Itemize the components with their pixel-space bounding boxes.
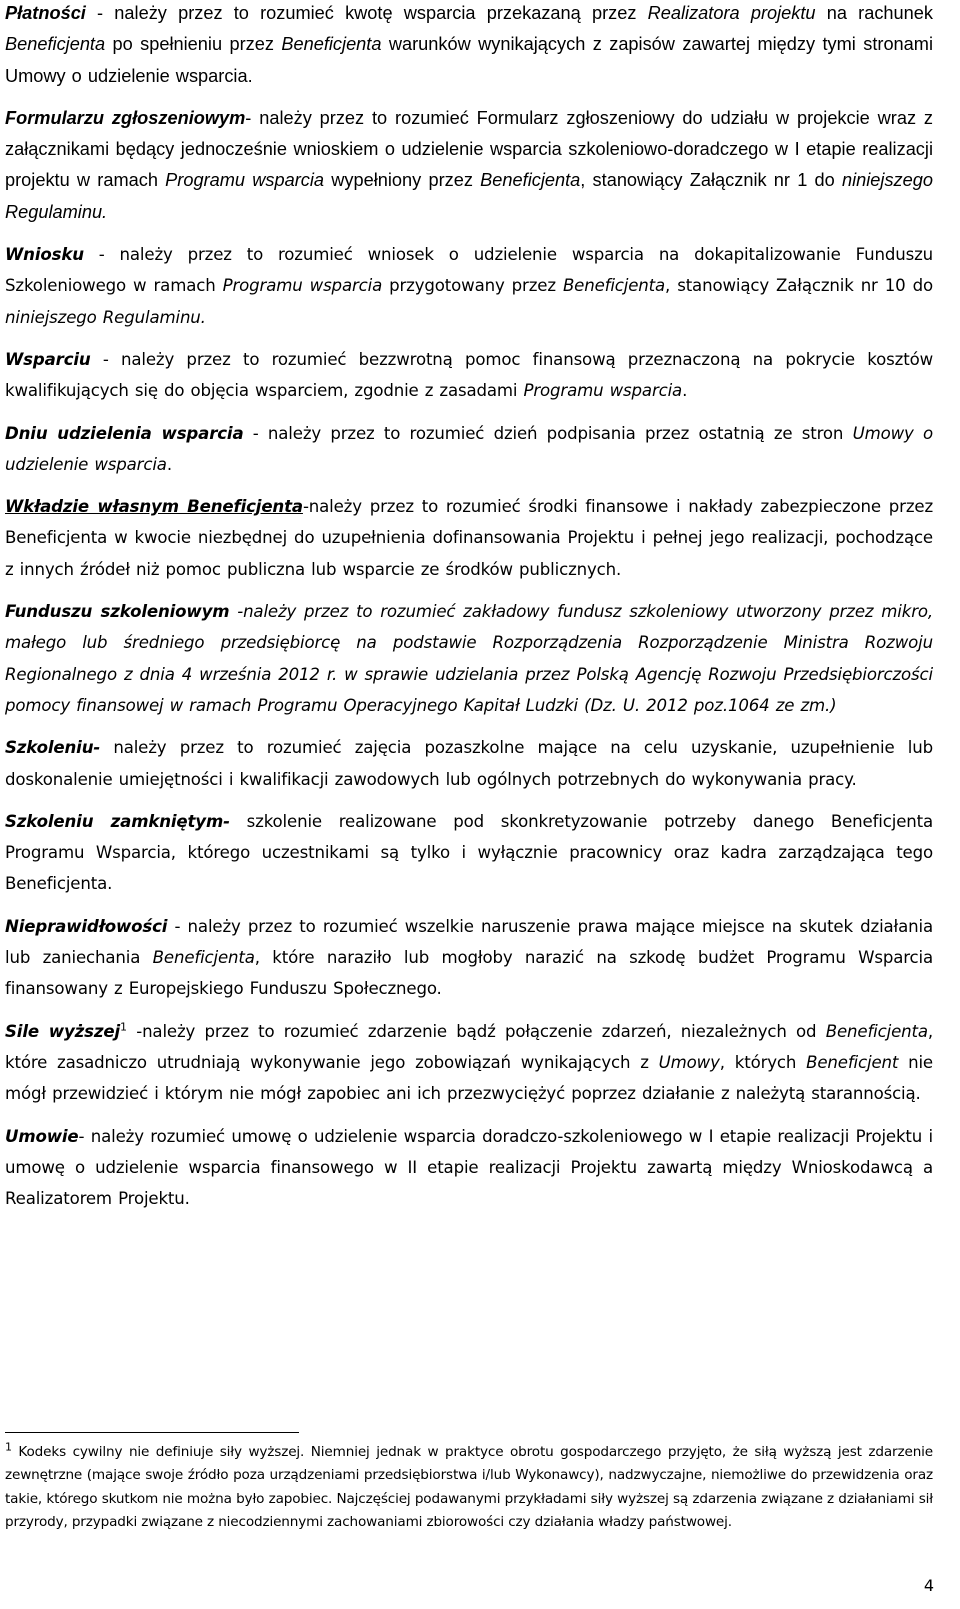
defined-term: Szkoleniu zamkniętym- bbox=[5, 811, 230, 831]
definition-paragraph bbox=[5, 1016, 933, 1110]
paragraph-text: -należy przez to rozumieć zdarzenie bądź połączenie zdarzeń, niezależnych od bbox=[126, 1021, 826, 1041]
paragraph-text: nie mógł przewidzieć i którym nie mógł zapobiec ani ich przezwyciężyć poprzez działanie z należytą starannością. bbox=[5, 1052, 933, 1104]
footnote-reference: 1 bbox=[120, 1020, 127, 1034]
italic-text: Beneficjenta bbox=[5, 34, 106, 55]
definition-paragraph bbox=[5, 103, 933, 228]
italic-text: -należy przez to rozumieć zakładowy fundusz szkoleniowy utworzony przez mikro, małego lub średniego przedsiębiorcę na podstawie Rozporządzenia Rozporządzenie Ministra Rozwoju Regionalnego z dnia 4 września 2012 r. w sprawie udzielania przez Polską Agencję Rozwoju Przedsiębiorczości pomocy finansowej w ramach Programu Operacyjnego Kapitał Ludzki (Dz. U. 2012 poz.1064 ze zm.) bbox=[5, 602, 933, 715]
paragraph-text: - należy przez to rozumieć kwotę wsparcia przekazaną przez bbox=[85, 3, 648, 23]
definition-paragraph bbox=[5, 418, 933, 481]
definition-paragraph bbox=[5, 344, 933, 407]
italic-text: Programu wsparcia bbox=[222, 276, 383, 296]
paragraph-text: . bbox=[166, 454, 172, 474]
document-body bbox=[5, 0, 933, 1225]
paragraph-text: , które zasadniczo utrudniają wykonywanie jego zobowiązań wynikających z bbox=[5, 1021, 933, 1072]
italic-text: Beneficjenta bbox=[562, 276, 666, 296]
defined-term: Sile wyższej bbox=[5, 1021, 121, 1041]
italic-text: Beneficjenta bbox=[480, 170, 581, 191]
paragraph-text: , których bbox=[719, 1052, 807, 1072]
defined-term: Formularzu zgłoszeniowym bbox=[5, 107, 246, 128]
defined-term: Dniu udzielenia wsparcia bbox=[5, 423, 244, 443]
definition-paragraph bbox=[5, 806, 933, 900]
paragraph-text: - należy przez to rozumieć dzień podpisania przez ostatnią ze stron bbox=[243, 423, 853, 443]
defined-term: Funduszu szkoleniowym bbox=[5, 602, 230, 622]
paragraph-text: po spełnieniu przez bbox=[105, 34, 282, 55]
paragraph-text: należy przez to rozumieć zajęcia pozaszkolne mające na celu uzyskanie, uzupełnienie lub doskonalenie umiejętności i kwalifikacji zawodowych lub ogólnych potrzebnych do wykonywania pracy. bbox=[5, 738, 933, 789]
definition-paragraph bbox=[5, 0, 933, 92]
definition-paragraph bbox=[5, 239, 933, 333]
paragraph-text: szkolenie realizowane pod skonkretyzowanie potrzeby danego Beneficjenta Programu Wsparcia, którego uczestnikami są tylko i wyłącznie pracownicy oraz kadra zarządzająca tego Beneficjenta. bbox=[5, 811, 933, 894]
italic-text: Programu wsparcia bbox=[523, 381, 683, 401]
paragraph-text: -należy przez to rozumieć środki finansowe i nakłady zabezpieczone przez Beneficjenta w kwocie niezbędnej do uzupełnienia dofinansowania Projektu i pełnej jego realizacji, pochodzące z innych źródeł niż pomoc publiczna lub wsparcie ze środków publicznych. bbox=[5, 497, 934, 579]
defined-term: Nieprawidłowości bbox=[5, 916, 168, 936]
definition-paragraph bbox=[5, 732, 933, 795]
paragraph-text: - należy przez to rozumieć bezzwrotną pomoc finansową przeznaczoną na pokrycie kosztów kwalifikujących się do objęcia wsparciem, zgodnie z zasadami bbox=[5, 349, 933, 401]
paragraph-text: , stanowiący Załącznik nr 1 do bbox=[580, 170, 842, 191]
defined-term: Płatności bbox=[5, 3, 86, 23]
footnote-marker: 1 bbox=[5, 1440, 12, 1454]
paragraph-text: - należy przez to rozumieć wniosek o udzielenie wsparcia na dokapitalizowanie Funduszu Szkoleniowego w ramach bbox=[5, 245, 933, 296]
defined-term: Szkoleniu- bbox=[5, 738, 101, 758]
italic-text: Beneficjenta bbox=[152, 948, 255, 968]
paragraph-text: , które naraziło lub mogłoby narazić na szkodę budżet Programu Wsparcia finansowany z Europejskiego Funduszu Społecznego. bbox=[5, 948, 933, 999]
paragraph-text: - należy przez to rozumieć wszelkie naruszenie prawa mające miejsce na skutek działania lub zaniechania bbox=[5, 916, 933, 968]
paragraph-text: na rachunek bbox=[815, 3, 933, 23]
page-number: 4 bbox=[923, 1576, 934, 1595]
italic-text: Umowy bbox=[658, 1052, 720, 1072]
defined-term: Wsparciu bbox=[5, 349, 91, 369]
italic-text: Beneficjenta bbox=[281, 34, 382, 55]
definition-paragraph bbox=[5, 1121, 933, 1215]
italic-text: niniejszego Regulaminu. bbox=[5, 170, 933, 222]
paragraph-text: wypełniony przez bbox=[324, 170, 481, 191]
footnote bbox=[5, 1441, 933, 1534]
footnote-separator bbox=[5, 1432, 299, 1433]
paragraph-text: , stanowiący Załącznik nr 10 do bbox=[665, 276, 933, 296]
paragraph-text: . bbox=[682, 381, 688, 401]
paragraph-text: - należy rozumieć umowę o udzielenie wsparcia doradczo-szkoleniowego w I etapie realizacji Projektu i umowę o udzielenie wsparcia finansowego w II etapie realizacji Projektu zawartą między Wnioskodawcą a Realizatorem Projektu. bbox=[5, 1126, 933, 1209]
defined-term: Wkładzie własnym Beneficjenta bbox=[5, 497, 303, 517]
paragraph-text: - należy przez to rozumieć Formularz zgłoszeniowy do udziału w projekcie wraz z załącznikami będący jednocześnie wnioskiem o udzielenie wsparcia szkoleniowo-doradczego w I etapie realizacji projektu w ramach bbox=[5, 107, 933, 191]
paragraph-text: przygotowany przez bbox=[382, 276, 563, 296]
italic-text: niniejszego Regulaminu. bbox=[5, 307, 206, 327]
italic-text: Umowy o udzielenie wsparcia bbox=[5, 423, 933, 474]
defined-term: Umowie bbox=[5, 1126, 79, 1146]
paragraph-text: warunków wynikających z zapisów zawartej między tymi stronami Umowy o udzielenie wsparcia. bbox=[5, 34, 933, 86]
definition-paragraph bbox=[5, 596, 933, 721]
italic-text: Programu wsparcia bbox=[165, 170, 325, 191]
definition-paragraph bbox=[5, 911, 933, 1005]
defined-term: Wniosku bbox=[5, 245, 84, 265]
footnote-text: Kodeks cywilny nie definiuje siły wyższej. Niemniej jednak w praktyce obrotu gospodarczego przyjęto, że siłą wyższą jest zdarzenie zewnętrzne (mające swoje źródło poza urządzeniami przedsiębiorstwa i/lub Wykonawcy), nadzwyczajne, niemożliwe do przewidzenia oraz takie, którego skutkom nie można było zapobiec. Najczęściej podawanymi przykładami siły wyższej są zdarzenia związane z działaniami sił przyrody, przypadki związane z niecodziennymi zachowaniami zbiorowości czy działania władzy państwowej. bbox=[5, 1444, 933, 1530]
italic-text: Realizatora projektu bbox=[647, 3, 816, 23]
italic-text: Beneficjenta bbox=[825, 1021, 928, 1041]
italic-text: Beneficjent bbox=[806, 1052, 899, 1072]
definition-paragraph bbox=[5, 491, 933, 585]
